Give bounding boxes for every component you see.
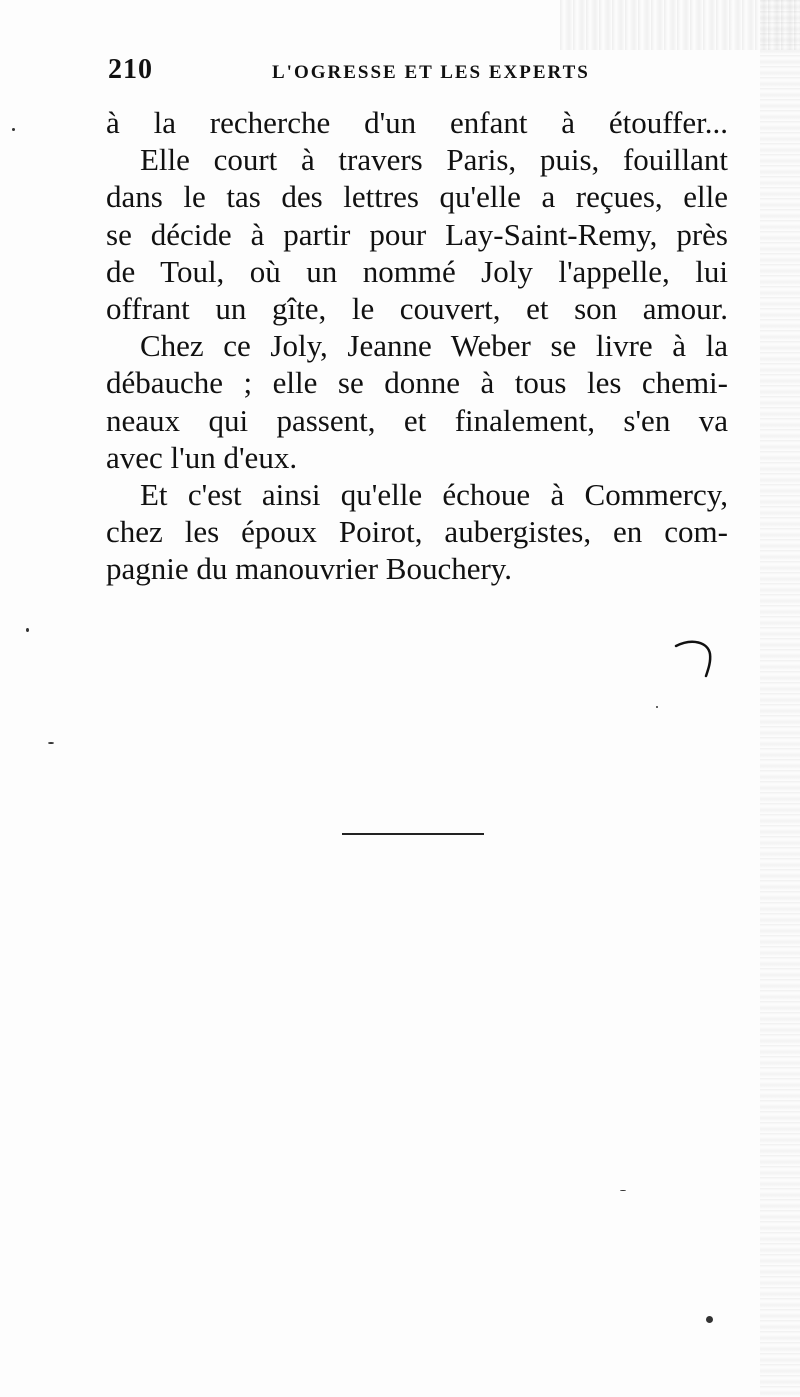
page-number: 210 [108,54,153,85]
text-line: Et c'est ainsi qu'elle échoue à Commercy, [140,476,728,512]
scan-speck [706,1316,713,1323]
text-line: Chez ce Joly, Jeanne Weber se livre à la [140,328,728,364]
text-line: à la recherche d'un enfant à étouffer... [106,105,728,140]
text-line: de Toul, où un nommé Joly l'appelle, lui [106,253,728,289]
scan-speck [26,628,29,632]
scan-speck [48,742,54,744]
text-line: se décide à partir pour Lay-Saint-Remy, près [106,216,728,252]
pen-mark-icon [672,636,716,680]
scan-speck [656,706,658,708]
text-line: pagnie du manouvrier Bouchery. [106,551,513,587]
body-text [106,104,728,587]
text-line: dans le tas des lettres qu'elle a reçues, elle [106,179,728,215]
text-line: chez les époux Poirot, aubergistes, en com- [106,514,728,550]
text-line: offrant un gîte, le couvert, et son amour. [106,290,728,326]
scan-top-noise [560,0,800,50]
scan-speck [12,128,15,131]
scan-speck [620,1190,626,1191]
text-line: neaux qui passent, et finalement, s'en va [106,402,728,438]
running-head [108,54,728,94]
running-title: L'OGRESSE ET LES EXPERTS [272,62,590,83]
scan-edge-noise [760,0,800,1397]
text-line: Elle court à travers Paris, puis, fouillant [140,142,728,178]
section-separator [342,833,484,835]
text-line: débauche ; elle se donne à tous les chemi- [106,365,728,401]
text-line: avec l'un d'eux. [106,439,298,475]
